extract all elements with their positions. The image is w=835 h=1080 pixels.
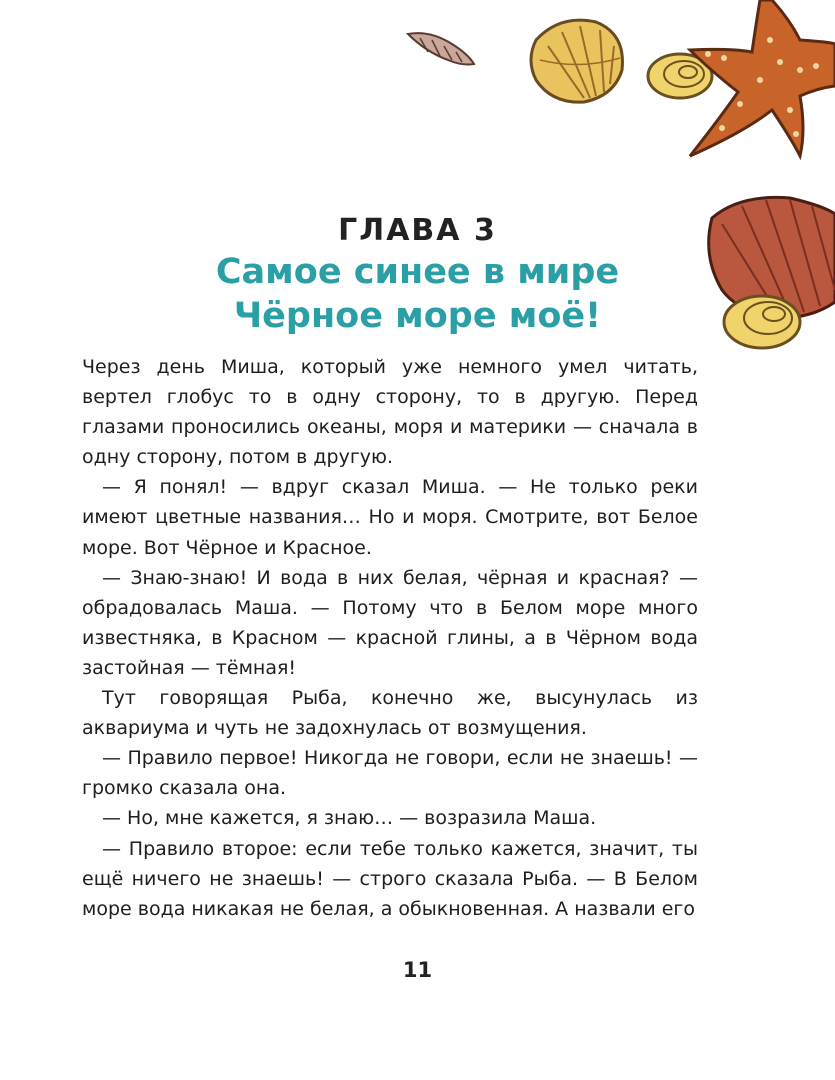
paragraph: Тут говорящая Рыба, конечно же, высунулась из аквариума и чуть не задохнулась от возмущения. <box>82 687 698 740</box>
page-number: 11 <box>402 958 433 982</box>
paragraph: Через день Миша, который уже немного умел читать, вертел глобус то в одну сторону, то в другую. Перед глазами проносились океаны, моря и материки — сначала в одну сторону, потом в другую. <box>82 356 698 469</box>
chapter-title-line-2: Чёрное море моё! <box>233 296 602 336</box>
paragraph: — Я понял! — вдруг сказал Миша. — Не только реки имеют цветные названия… Но и моря. Смотрите, вот Белое море. Вот Чёрное и Красное. <box>82 476 698 559</box>
chapter-title <box>0 250 835 338</box>
chapter-title-line-1: Самое синее в мире <box>215 252 620 292</box>
spiral-shell-icon <box>408 33 474 64</box>
body-text <box>82 352 698 924</box>
chapter-label: ГЛАВА 3 <box>338 213 497 248</box>
paragraph: — Правило первое! Никогда не говори, если не знаешь! — громко сказала она. <box>82 747 698 800</box>
paragraph: — Правило второе: если тебе только кажется, значит, ты ещё ничего не знаешь! — строго сказала Рыба. — В Белом море вода никакая не белая, а обыкновенная. А назвали его <box>82 837 698 920</box>
paragraph: — Но, мне кажется, я знаю… — возразила Маша. <box>102 807 597 830</box>
scallop-shell-icon <box>531 20 622 102</box>
paragraph: — Знаю-знаю! И вода в них белая, чёрная и красная? — обрадовалась Маша. — Потому что в Белом море много известняка, в Красном — красной глины, а в Чёрном вода застойная — тёмная! <box>82 566 698 679</box>
seashell-decoration <box>0 0 835 400</box>
